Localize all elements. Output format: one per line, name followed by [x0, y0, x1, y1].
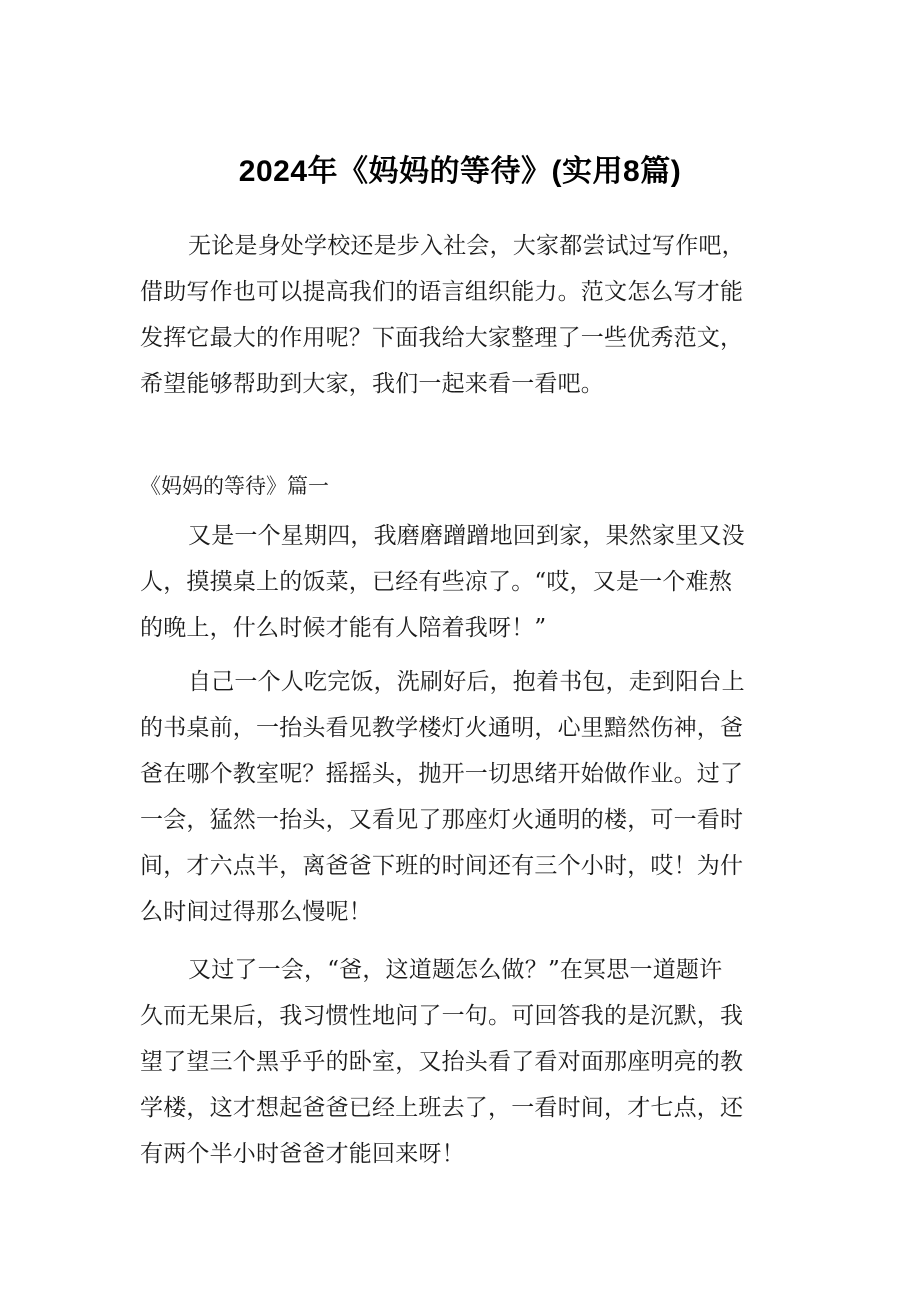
- paragraph-line: 间，才六点半，离爸爸下班的时间还有三个小时，哎！为什: [140, 853, 744, 879]
- intro-line: 发挥它最大的作用呢？下面我给大家整理了一些优秀范文，: [140, 325, 744, 351]
- intro-paragraph: [140, 223, 780, 407]
- paragraph-line: 久而无果后，我习惯性地问了一句。可回答我的是沉默，我: [140, 1003, 744, 1029]
- paragraph-line: 么时间过得那么慢呢！: [140, 899, 372, 925]
- paragraph-line: 人，摸摸桌上的饭菜，已经有些凉了。“哎，又是一个难熬: [140, 569, 732, 595]
- paragraph-line: 有两个半小时爸爸才能回来呀！: [140, 1141, 465, 1167]
- intro-line: 希望能够帮助到大家，我们一起来看一看吧。: [140, 371, 604, 397]
- paragraph-line: 又过了一会，“爸，这道题怎么做？”在冥思一道题许: [188, 957, 723, 983]
- body-paragraph-3: [140, 947, 780, 1177]
- paragraph-line: 爸在哪个教室呢？摇摇头，抛开一切思绪开始做作业。过了: [140, 761, 744, 787]
- paragraph-line: 一会，猛然一抬头，又看见了那座灯火通明的楼，可一看时: [140, 807, 744, 833]
- body-paragraph-2: [140, 659, 780, 935]
- paragraph-line: 又是一个星期四，我磨磨蹭蹭地回到家，果然家里又没: [188, 523, 745, 549]
- intro-line: 借助写作也可以提高我们的语言组织能力。范文怎么写才能: [140, 279, 744, 305]
- paragraph-line: 自己一个人吃完饭，洗刷好后，抱着书包，走到阳台上: [188, 669, 745, 695]
- paragraph-line: 学楼，这才想起爸爸已经上班去了，一看时间，才七点，还: [140, 1095, 744, 1121]
- section-heading: 《妈妈的等待》篇一: [140, 474, 329, 498]
- body-paragraph-1: [140, 513, 780, 651]
- paragraph-line: 望了望三个黑乎乎的卧室，又抬头看了看对面那座明亮的教: [140, 1049, 744, 1075]
- intro-line: 无论是身处学校还是步入社会，大家都尝试过写作吧，: [188, 233, 745, 259]
- paragraph-line: 的晚上，什么时候才能有人陪着我呀！”: [140, 615, 547, 641]
- document-title: 2024年《妈妈的等待》(实用8篇): [238, 155, 682, 188]
- paragraph-line: 的书桌前，一抬头看见教学楼灯火通明，心里黯然伤神，爸: [140, 715, 744, 741]
